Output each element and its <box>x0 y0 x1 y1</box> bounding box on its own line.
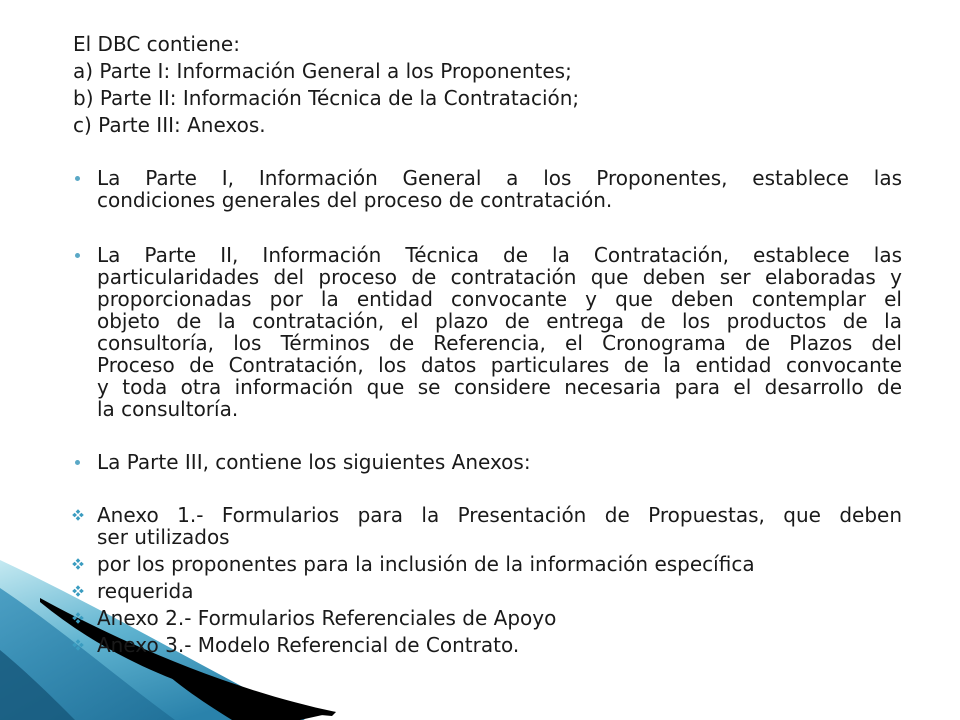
diamond-bullet-icon <box>72 612 84 624</box>
paragraph-line: consultoría, los Términos de Referencia, el Cronograma de Plazos del <box>97 331 902 355</box>
round-bullet-icon <box>75 253 80 258</box>
diamond-bullet-icon <box>72 639 84 651</box>
bullet-paragraph-parte-2 <box>97 244 902 420</box>
annex-item <box>97 607 902 629</box>
paragraph-line: condiciones generales del proceso de contratación. <box>97 188 613 212</box>
annex-line: requerida <box>97 579 194 603</box>
diamond-bullet-icon <box>72 585 84 597</box>
diamond-bullet-icon <box>72 558 84 570</box>
bullet-paragraph-parte-3 <box>97 451 902 473</box>
paragraph-line: La Parte I, Información General a los Proponentes, establece las <box>97 166 902 190</box>
annex-line: por los proponentes para la inclusión de la información específica <box>97 552 755 576</box>
intro-heading: El DBC contiene: <box>73 32 240 56</box>
intro-item-c: c) Parte III: Anexos. <box>73 113 266 137</box>
paragraph-line: la consultoría. <box>97 397 239 421</box>
round-bullet-icon <box>75 460 80 465</box>
annex-item <box>97 553 902 575</box>
paragraph-line: objeto de la contratación, el plazo de entrega de los productos de la <box>97 309 902 333</box>
paragraph-line: La Parte III, contiene los siguientes Anexos: <box>97 450 531 474</box>
annex-item <box>97 580 902 602</box>
annex-list <box>97 504 902 661</box>
round-bullet-icon <box>75 176 80 181</box>
paragraph-line: y toda otra información que se considere necesaria para el desarrollo de <box>97 375 902 399</box>
intro-block <box>73 31 579 139</box>
annex-line: Anexo 3.- Modelo Referencial de Contrato. <box>97 633 520 657</box>
annex-item <box>97 504 902 548</box>
annex-line: Anexo 1.- Formularios para la Presentación de Propuestas, que deben <box>97 503 902 527</box>
paragraph-line: particularidades del proceso de contratación que deben ser elaboradas y <box>97 265 902 289</box>
intro-item-b: b) Parte II: Información Técnica de la Contratación; <box>73 86 580 110</box>
bullet-paragraph-parte-1 <box>97 167 902 211</box>
diamond-bullet-icon <box>72 509 84 521</box>
annex-line: ser utilizados <box>97 525 230 549</box>
paragraph-line: Proceso de Contratación, los datos particulares de la entidad convocante <box>97 353 902 377</box>
annex-line: Anexo 2.- Formularios Referenciales de Apoyo <box>97 606 557 630</box>
paragraph-line: La Parte II, Información Técnica de la Contratación, establece las <box>97 243 902 267</box>
annex-item <box>97 634 902 656</box>
paragraph-line: proporcionadas por la entidad convocante y que deben contemplar el <box>97 287 902 311</box>
intro-item-a: a) Parte I: Información General a los Proponentes; <box>73 59 572 83</box>
